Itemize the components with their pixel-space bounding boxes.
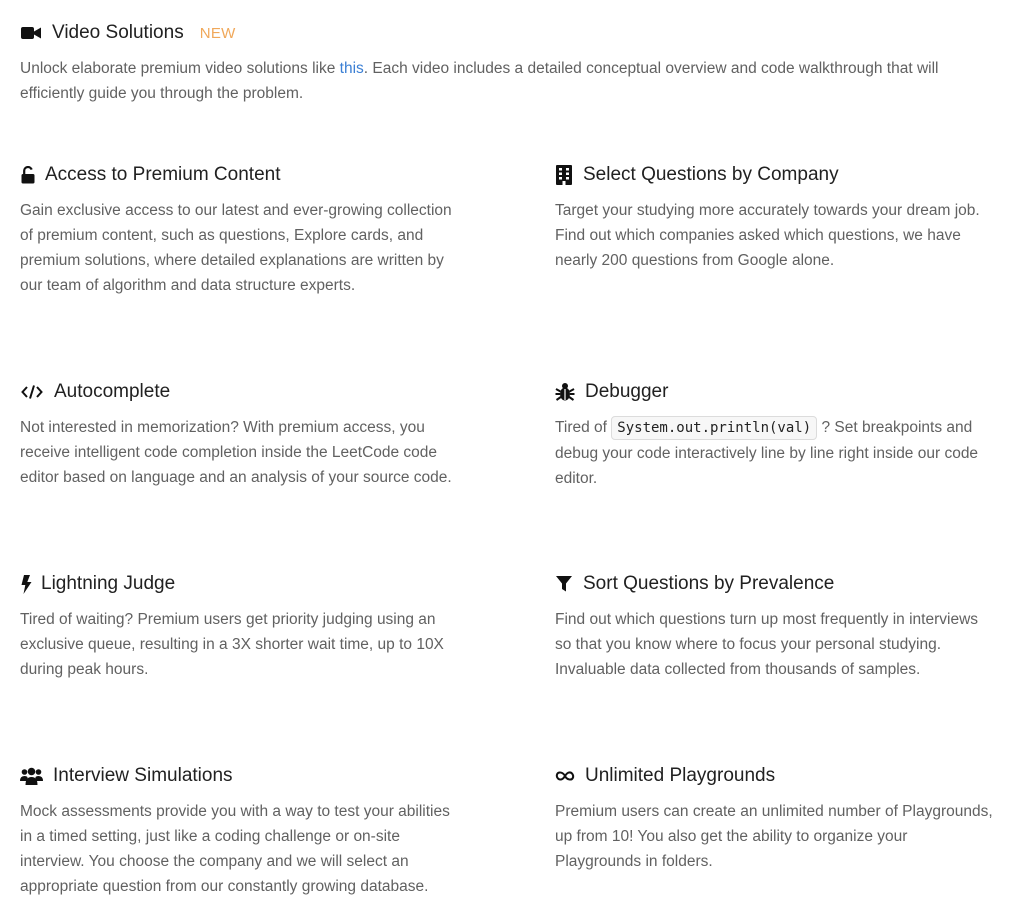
feature-title-row [20, 20, 995, 46]
feature-title-row [555, 162, 980, 188]
feature-title: Unlimited Playgrounds [585, 765, 776, 786]
feature-autocomplete [20, 379, 460, 490]
feature-title: Interview Simulations [53, 765, 233, 786]
inline-code: System.out.println(val) [611, 416, 817, 440]
feature-title: Video Solutions [52, 22, 184, 43]
filter-icon [555, 573, 573, 595]
feature-title: Autocomplete [54, 381, 171, 402]
unlock-icon [20, 164, 36, 186]
feature-title: Access to Premium Content [45, 164, 281, 185]
video-camera-icon [20, 22, 42, 44]
feature-debugger [555, 379, 980, 491]
feature-description: Gain exclusive access to our latest and ever-growing collection of premium content, such as questions, Explore cards, and premium solutions, where detailed explanations are written by our team of algorithm and data structure experts. [20, 202, 452, 294]
feature-video-solutions [20, 20, 995, 106]
feature-unlimited-playgrounds [555, 763, 995, 874]
feature-title: Sort Questions by Prevalence [583, 573, 835, 594]
feature-premium-content [20, 162, 460, 298]
feature-title: Select Questions by Company [583, 164, 839, 185]
feature-title-row [555, 379, 980, 405]
description-text: . Each video includes a detailed conceptual overview and code walkthrough that will efficiently guide you through the problem. [20, 60, 939, 102]
feature-description [20, 56, 995, 106]
feature-description: Not interested in memorization? With premium access, you receive intelligent code completion inside the LeetCode code editor based on language and an analysis of your source code. [20, 419, 452, 486]
feature-title-row [20, 763, 460, 789]
feature-description: Find out which questions turn up most frequently in interviews so that you know where to focus your personal studying. Invaluable data collected from thousands of samples. [555, 611, 979, 678]
feature-title: Debugger [585, 381, 669, 402]
building-icon [555, 164, 573, 186]
feature-title-row [555, 571, 980, 597]
feature-description: Target your studying more accurately towards your dream job. Find out which companies asked which questions, we have nearly 200 questions from Google alone. [555, 202, 980, 269]
new-badge: NEW [199, 24, 236, 42]
description-text: Tired of [555, 419, 612, 436]
description-text: Unlock elaborate premium video solutions like [20, 60, 340, 77]
feature-description [555, 415, 980, 491]
bug-icon [555, 381, 575, 403]
feature-sort-by-prevalence [555, 571, 980, 682]
code-icon [20, 381, 44, 403]
feature-lightning-judge [20, 571, 460, 682]
feature-questions-by-company [555, 162, 980, 273]
feature-title-row [555, 763, 995, 789]
feature-interview-simulations [20, 763, 460, 899]
infinity-icon [555, 765, 575, 787]
feature-title-row [20, 379, 460, 405]
feature-description: Mock assessments provide you with a way to test your abilities in a timed setting, just like a coding challenge or on-site interview. You choose the company and we will select an appropriate question from our constantly growing database. [20, 803, 450, 895]
feature-title-row [20, 162, 460, 188]
lightning-icon [20, 573, 32, 595]
feature-title: Lightning Judge [41, 573, 176, 594]
video-example-link[interactable]: this [339, 60, 364, 77]
feature-description: Premium users can create an unlimited number of Playgrounds, up from 10! You also get the ability to organize your Playgrounds in folders. [555, 803, 993, 870]
description-text: ? Set breakpoints and debug your code interactively line by line right inside our code editor. [555, 419, 979, 487]
feature-description: Tired of waiting? Premium users get priority judging using an exclusive queue, resulting in a 3X shorter wait time, up to 10X during peak hours. [20, 611, 444, 678]
users-icon [20, 765, 43, 787]
feature-title-row [20, 571, 460, 597]
